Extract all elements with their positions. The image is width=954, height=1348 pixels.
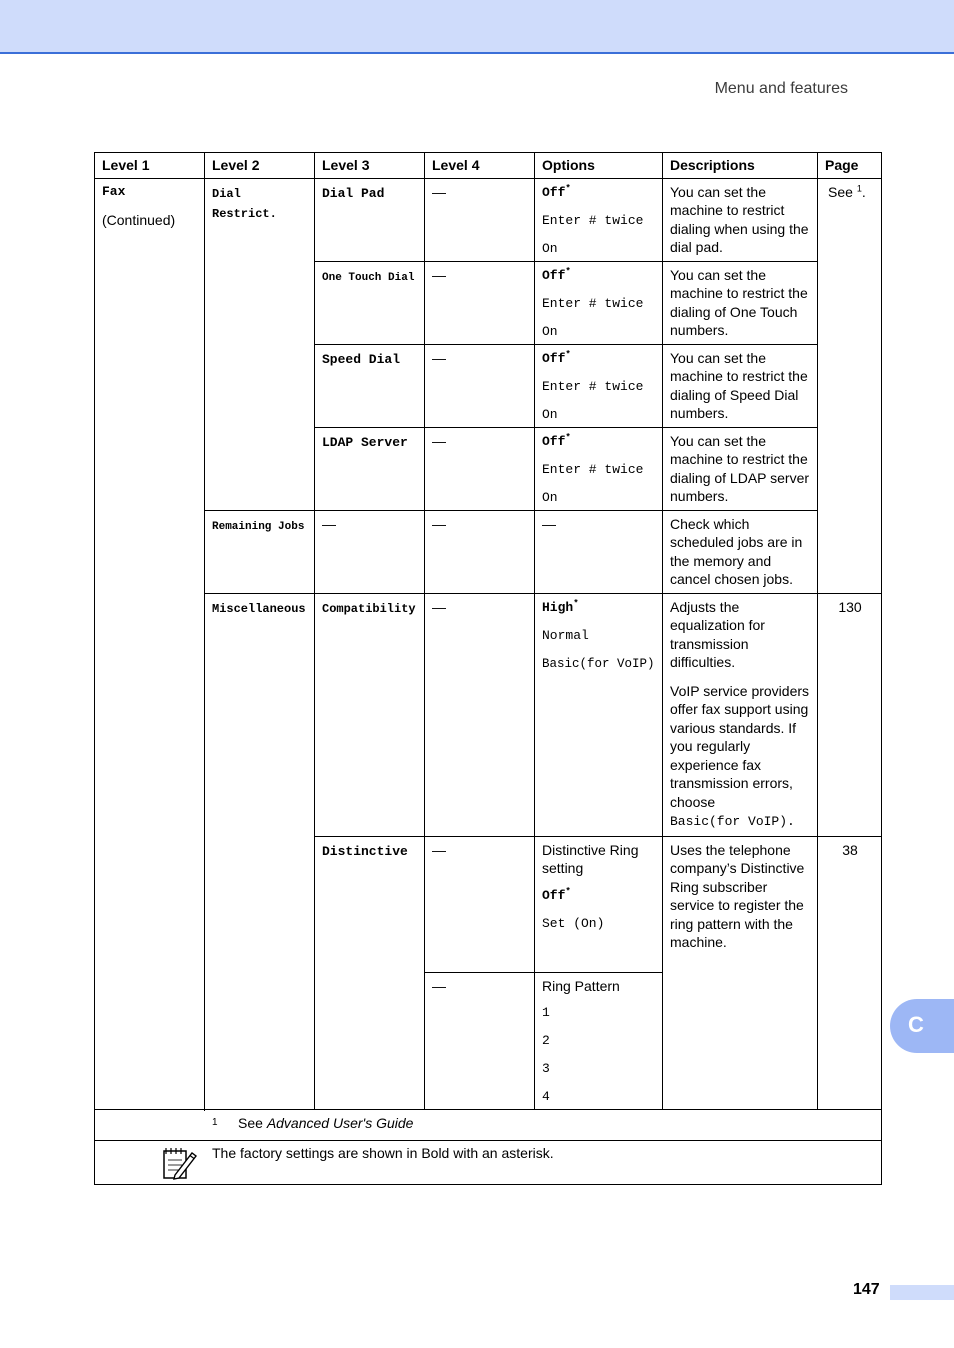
note — [95, 1141, 882, 1185]
options-cell — [535, 344, 663, 427]
page-cell: 38 — [818, 836, 882, 1110]
option: Enter # twice — [542, 461, 644, 477]
options-cell — [535, 593, 663, 836]
page-cell-see: See $^1$. — [818, 178, 882, 593]
description-cell: Uses the telephone company’s Distinctive Ring subscriber service to register the ring pattern with the machine. — [663, 836, 818, 1110]
footnote-row — [95, 1110, 882, 1141]
description-cell: You can set the machine to restrict the dialing of LDAP server numbers. — [663, 427, 818, 510]
option: Enter # twice — [542, 295, 644, 311]
level3-speed-dial: Speed Dial — [315, 344, 425, 427]
col-header-options: Options — [535, 153, 663, 179]
level3-cell: — — [315, 510, 425, 593]
table-row — [95, 593, 882, 836]
table-row — [95, 510, 882, 593]
footnote-number: 1 — [212, 1117, 218, 1128]
level3-compatibility: Compatibility — [315, 593, 425, 836]
chapter-tab: C — [890, 999, 954, 1053]
level3-ldap-server: LDAP Server — [315, 427, 425, 510]
text: * — [565, 349, 571, 360]
level2-remaining-jobs: Remaining Jobs — [205, 510, 315, 593]
level1-continued: (Continued) — [102, 212, 176, 228]
table-header-row — [95, 153, 882, 179]
level1-cell — [95, 178, 205, 1110]
option-default: Off* — [542, 266, 571, 283]
option: 3 — [542, 1061, 550, 1076]
option: On — [542, 240, 558, 256]
note-row — [95, 1141, 882, 1185]
description-cell: Adjusts the equalization for transmission difficulties. VoIP service providers offer fax support using various standards. If you regularly experience fax transmission errors, choose Basic(for VoIP). — [663, 593, 818, 836]
option-title: Ring Pattern — [542, 977, 620, 994]
level3-dial-pad: Dial Pad — [315, 178, 425, 261]
options-cell: — — [535, 510, 663, 593]
description-cell: You can set the machine to restrict the dialing of One Touch numbers. — [663, 261, 818, 344]
level2-miscellaneous: Miscellaneous — [205, 593, 315, 1110]
option: On — [542, 406, 558, 422]
note-text: The factory settings are shown in Bold with an asterisk. — [212, 1145, 554, 1161]
section-title: Menu and features — [714, 80, 848, 97]
level3-distinctive: Distinctive — [315, 836, 425, 1110]
description-cell: You can set the machine to restrict dialing when using the dial pad. — [663, 178, 818, 261]
options-cell — [535, 261, 663, 344]
level4-cell: — — [425, 972, 535, 1110]
level4-cell: — — [425, 427, 535, 510]
text: * — [565, 266, 571, 277]
level2-dial-restrict: Dial Restrict. — [205, 178, 315, 510]
option-default: Off* — [542, 886, 571, 903]
option: 4 — [542, 1089, 550, 1104]
level4-cell: — — [425, 344, 535, 427]
option-default: Off* — [542, 432, 571, 449]
option-default: High* — [542, 598, 579, 615]
option-default: Off* — [542, 183, 571, 200]
level4-cell: — — [425, 593, 535, 836]
header-band — [0, 0, 954, 54]
level4-cell: — — [425, 510, 535, 593]
table-row — [95, 178, 882, 261]
options-cell — [535, 836, 663, 972]
text: * — [573, 598, 579, 609]
col-header-page: Page — [818, 153, 882, 179]
description-cell: You can set the machine to restrict the dialing of Speed Dial numbers. — [663, 344, 818, 427]
text: * — [565, 886, 571, 897]
page-number-bar — [890, 1285, 954, 1300]
col-header-level4: Level 4 — [425, 153, 535, 179]
option: Basic(for VoIP) — [542, 656, 655, 671]
col-header-level3: Level 3 — [315, 153, 425, 179]
options-cell — [535, 427, 663, 510]
option: 1 — [542, 1005, 550, 1020]
level1-name: Fax — [102, 183, 126, 199]
col-header-level2: Level 2 — [205, 153, 315, 179]
description-cell: Check which scheduled jobs are in the memory and cancel chosen jobs. — [663, 510, 818, 593]
level4-cell: — — [425, 836, 535, 972]
text: * — [565, 183, 571, 194]
level4-cell: — — [425, 261, 535, 344]
option: Normal — [542, 627, 589, 643]
footnote-guide-title: Advanced User's Guide — [266, 1115, 414, 1131]
col-header-descriptions: Descriptions — [663, 153, 818, 179]
col-header-level1: Level 1 — [95, 153, 205, 179]
page-cell: 130 — [818, 593, 882, 836]
footnote-ref: 1 — [856, 182, 862, 193]
option: Enter # twice — [542, 378, 644, 394]
option: On — [542, 489, 558, 505]
level3-one-touch-dial: One Touch Dial — [315, 261, 425, 344]
options-cell — [535, 972, 663, 1110]
menu-table — [94, 152, 882, 1185]
option: 2 — [542, 1033, 550, 1048]
option: Enter # twice — [542, 212, 644, 228]
option-title: Distinctive Ring setting — [542, 841, 639, 876]
page-number: 147 — [853, 1281, 880, 1298]
level4-cell: — — [425, 178, 535, 261]
footnote: 1 See Advanced User's Guide — [95, 1110, 882, 1141]
note-pencil-icon — [161, 1145, 197, 1181]
text: * — [565, 432, 571, 443]
option: Set (On) — [542, 915, 605, 931]
option-default: Off* — [542, 349, 571, 366]
option: On — [542, 323, 558, 339]
options-cell — [535, 178, 663, 261]
